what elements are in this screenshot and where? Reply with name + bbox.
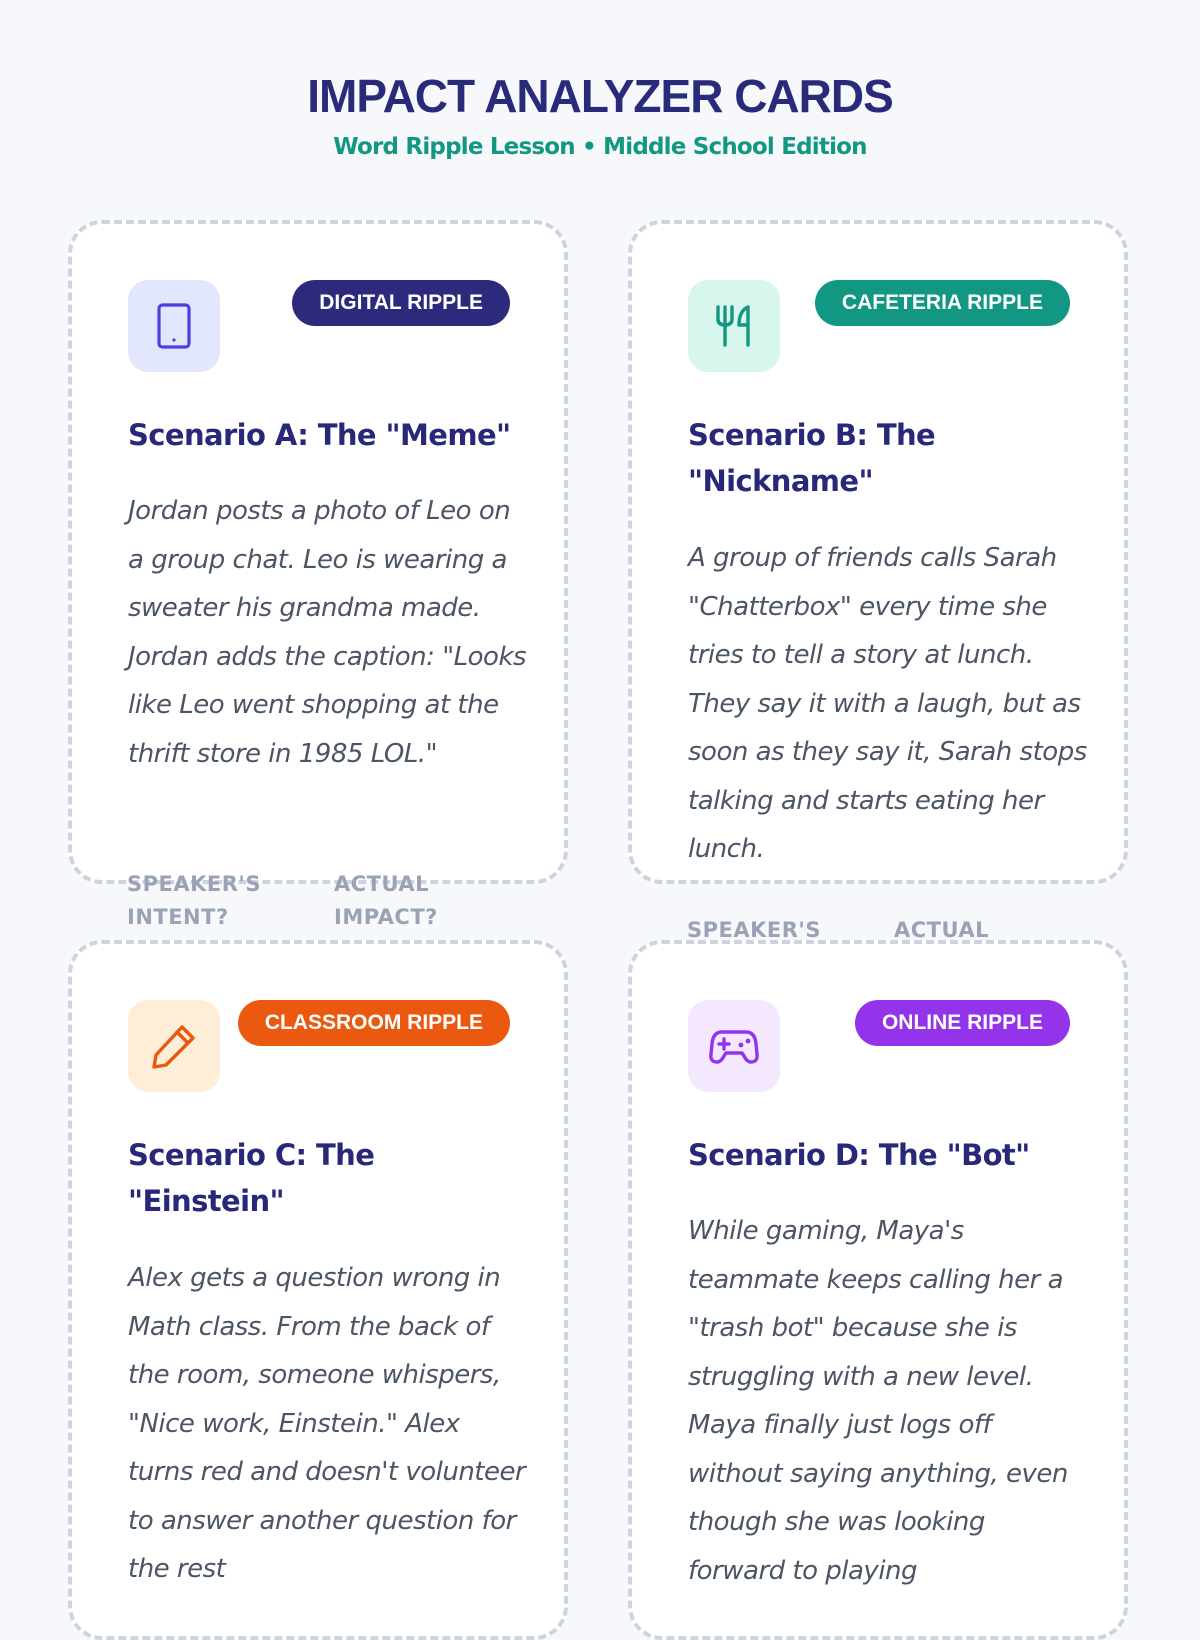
scenario-text: While gaming, Maya's teammate keeps calling her a "trash bot" because she is struggling with a new level. Maya finally just logs off without saying anything, even though she was looking forward to playing — [688, 1216, 1068, 1586]
icon-box-cafeteria — [688, 280, 780, 372]
actual-impact-prompt: ACTUAL — [894, 918, 990, 942]
icon-box-classroom — [128, 1000, 220, 1092]
badge-cafeteria-ripple: CAFETERIA RIPPLE — [815, 280, 1070, 326]
scenario-title: Scenario B: The "Nickname" — [688, 418, 936, 498]
badge-online-ripple: ONLINE RIPPLE — [855, 1000, 1070, 1046]
page-subtitle: Word Ripple Lesson • Middle School Edition — [333, 134, 867, 160]
badge-classroom-ripple: CLASSROOM RIPPLE — [238, 1000, 510, 1046]
scenario-text: Jordan posts a photo of Leo on a group chat. Leo is wearing a sweater his grandma made. Jordan adds the caption: "Looks like Leo went shopping at the thrift store in 1985 LOL." — [128, 496, 527, 769]
actual-impact-prompt: ACTUAL IMPACT? — [334, 872, 438, 929]
scenario-text: A group of friends calls Sarah "Chatterbox" every time she tries to tell a story at lunch. They say it with a laugh, but as soon as they say it, Sarah stops talking and starts eating her lunch. — [688, 543, 1087, 864]
icon-box-online — [688, 1000, 780, 1092]
scenario-title: Scenario A: The "Meme" — [128, 418, 511, 452]
badge-digital-ripple: DIGITAL RIPPLE — [292, 280, 510, 326]
pencil-icon — [148, 1020, 200, 1072]
scenario-title: Scenario C: The "Einstein" — [128, 1138, 375, 1218]
icon-box-digital — [128, 280, 220, 372]
scenario-card-a — [68, 220, 568, 884]
utensils-icon — [710, 301, 758, 351]
tablet-icon — [152, 301, 196, 351]
scenario-card-b — [628, 220, 1128, 884]
scenario-card-d — [628, 940, 1128, 1640]
scenario-card-c — [68, 940, 568, 1640]
gamepad-icon — [708, 1024, 760, 1068]
scenario-title: Scenario D: The "Bot" — [688, 1138, 1030, 1172]
speakers-intent-prompt: SPEAKER'S INTENT? — [127, 872, 261, 929]
scenario-text: Alex gets a question wrong in Math class. From the back of the room, someone whispers, "Nice work, Einstein." Alex turns red and doesn't volunteer to answer another question for the rest — [128, 1263, 526, 1584]
page-title: IMPACT ANALYZER CARDS — [307, 70, 893, 122]
speakers-intent-prompt: SPEAKER'S — [687, 918, 821, 942]
